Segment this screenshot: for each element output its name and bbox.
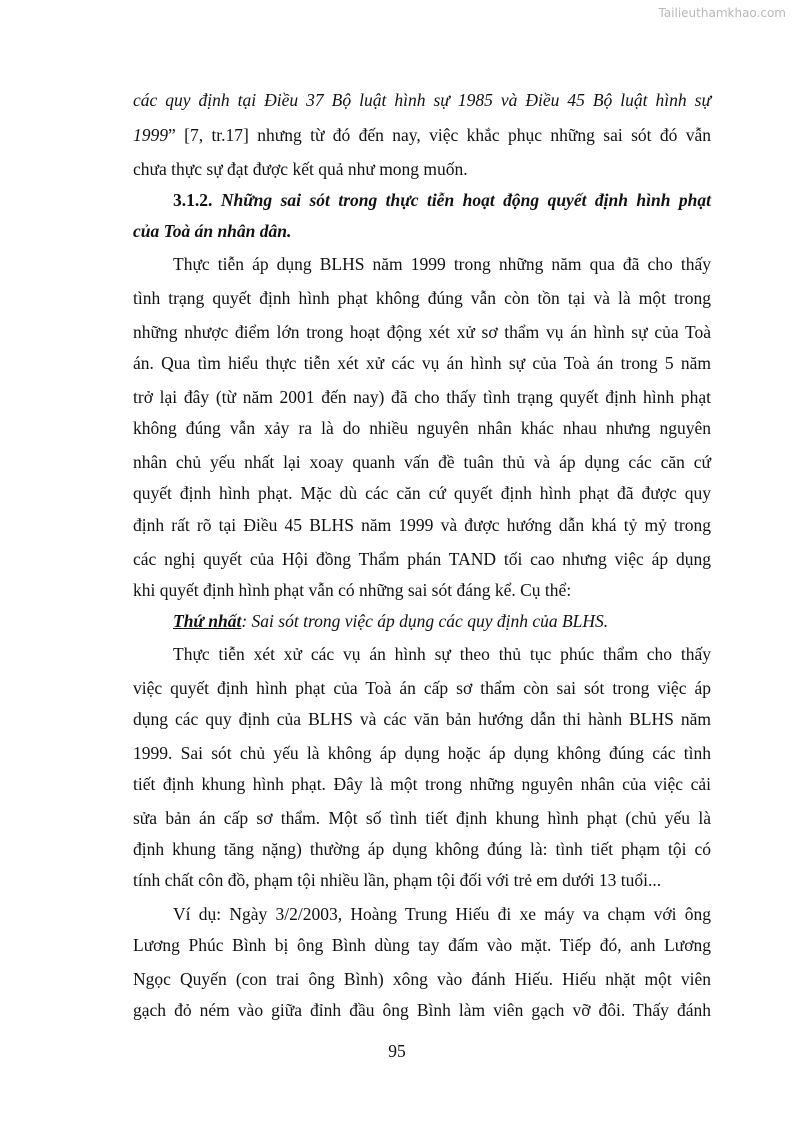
text-line: dụng các quy định của BLHS và các văn bản hướng dẫn thi hành BLHS năm [133, 709, 711, 729]
text-span: ” [7, tr.17] nhưng từ đó đến nay, việc khắc phục những sai sót đó vẫn [168, 125, 711, 145]
section-heading [133, 189, 711, 211]
section-heading-cont: của Toà án nhân dân. [133, 221, 292, 241]
subsection-line [133, 610, 711, 632]
text-line: trở lại đây (từ năm 2001 đến nay) đã cho thấy tình trạng quyết định hình phạt [133, 387, 711, 407]
section-number: 3.1.2. [173, 190, 213, 210]
text-line: gạch đỏ ném vào giữa đỉnh đầu ông Bình làm viên gạch vỡ đôi. Thấy đánh [133, 1000, 711, 1020]
text-line: Ví dụ: Ngày 3/2/2003, Hoàng Trung Hiếu đi xe máy va chạm với ông [173, 904, 711, 924]
text-line: Thực tiễn áp dụng BLHS năm 1999 trong những năm qua đã cho thấy [173, 254, 711, 274]
text-span: 1999 [133, 125, 168, 145]
text-line: Lương Phúc Bình bị ông Bình dùng tay đấm vào mặt. Tiếp đó, anh Lương [133, 935, 711, 955]
text-line: nhân chủ yếu nhất lại xoay quanh vấn đề tuân thủ và áp dụng các căn cứ [133, 452, 711, 472]
text-line: khi quyết định hình phạt vẫn có những sai sót đáng kể. Cụ thể: [133, 580, 572, 600]
section-title: Những sai sót trong thực tiễn hoạt động quyết định hình phạt [220, 190, 712, 210]
text-line: 1999. Sai sót chủ yếu là không áp dụng hoặc áp dụng không đúng các tình [133, 743, 711, 763]
text-line: chưa thực sự đạt được kết quả như mong muốn. [133, 159, 468, 179]
text-line: sửa bản án cấp sơ thẩm. Một số tình tiết định khung hình phạt (chủ yếu là [133, 808, 711, 828]
subsection-title: : Sai sót trong việc áp dụng các quy định của BLHS. [241, 611, 609, 631]
text-line: việc quyết định hình phạt của Toà án cấp sơ thẩm còn sai sót trong việc áp [133, 678, 711, 698]
text-line: án. Qua tìm hiểu thực tiễn xét xử các vụ án hình sự của Toà án trong 5 năm [133, 353, 711, 373]
text-line: các quy định tại Điều 37 Bộ luật hình sự 1985 và Điều 45 Bộ luật hình sự [133, 90, 711, 110]
text-line: các nghị quyết của Hội đồng Thẩm phán TAND tối cao nhưng việc áp dụng [133, 549, 711, 569]
text-line: định khung tăng nặng) thường áp dụng không đúng là: tình tiết phạm tội có [133, 839, 711, 859]
text-line: quyết định hình phạt. Mặc dù các căn cứ quyết định hình phạt đã được quy [133, 483, 711, 503]
text-line: tiết định khung hình phạt. Đây là một trong những nguyên nhân của việc cải [133, 774, 711, 794]
text-line: không đúng vẫn xảy ra là do nhiều nguyên nhân khác nhau nhưng nguyên [133, 418, 711, 438]
subsection-label: Thứ nhất [173, 611, 242, 631]
text-line: định rất rõ tại Điều 45 BLHS năm 1999 và được hướng dẫn khá tỷ mỷ trong [133, 515, 711, 535]
watermark: Tailieuthamkhao.com [658, 6, 786, 20]
text-line: những nhược điểm lớn trong hoạt động xét xử sơ thẩm vụ án hình sự của Toà [133, 322, 711, 342]
text-line [133, 124, 711, 146]
text-line: tình trạng quyết định hình phạt không đúng vẫn còn tồn tại và là một trong [133, 288, 711, 308]
text-line: tính chất côn đồ, phạm tội nhiều lần, phạm tội đối với trẻ em dưới 13 tuổi... [133, 870, 662, 890]
text-line: Thực tiễn xét xử các vụ án hình sự theo thủ tục phúc thẩm cho thấy [173, 644, 711, 664]
text-line: Ngọc Quyến (con trai ông Bình) xông vào đánh Hiếu. Hiếu nhặt một viên [133, 969, 711, 989]
page-number: 95 [388, 1041, 406, 1061]
